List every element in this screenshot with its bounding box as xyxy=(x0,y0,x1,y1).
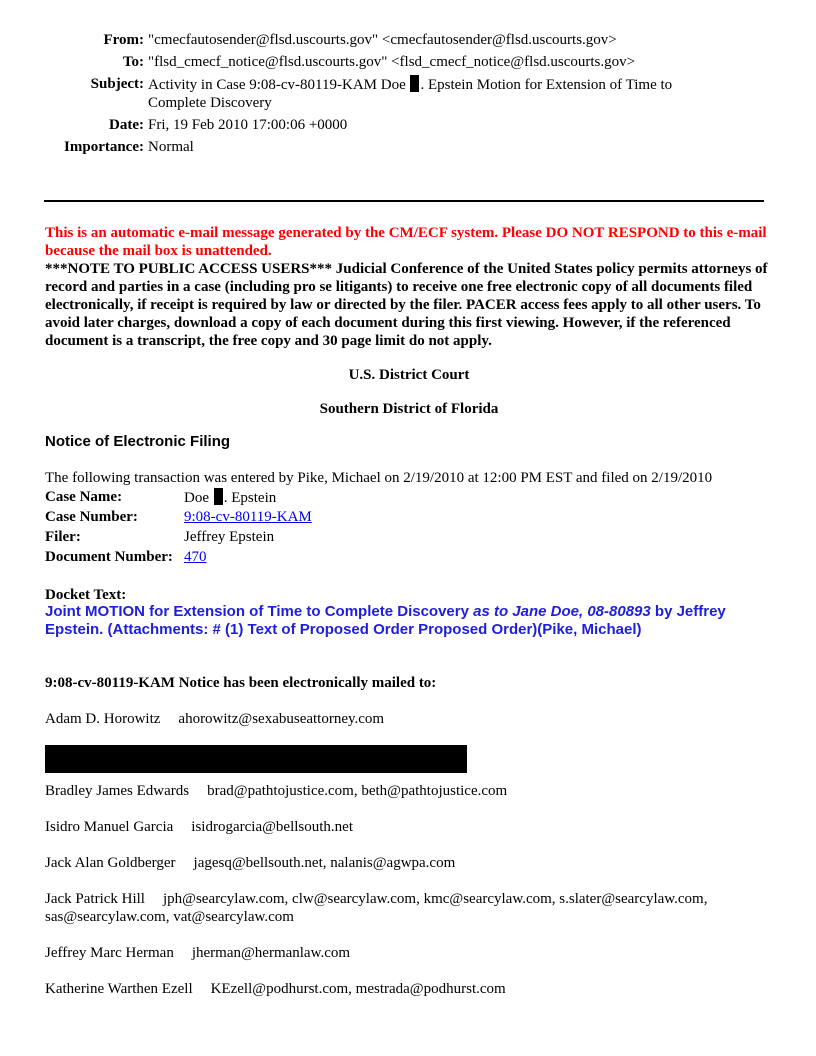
case-number-row xyxy=(45,508,314,528)
from-value: "cmecfautosender@flsd.uscourts.gov" <cmecfautosender@flsd.uscourts.gov> xyxy=(148,32,617,48)
document-number-row xyxy=(45,548,314,568)
docket-text-part3: by Jeffrey Epstein. (Attachments: # (1) Text of Proposed Order Proposed Order)(Pike, Michael) xyxy=(45,603,726,638)
case-number-link[interactable]: 9:08-cv-80119-KAM xyxy=(184,509,312,525)
district-name: Southern District of Florida xyxy=(319,401,499,417)
case-name-row xyxy=(45,488,314,508)
subject-value xyxy=(148,75,708,112)
recipient-name: Bradley James Edwards xyxy=(45,783,190,799)
case-name-label: Case Name: xyxy=(45,489,123,505)
redacted-recipient-bar xyxy=(45,745,467,773)
date-label: Date: xyxy=(109,117,144,133)
recipient-name: Isidro Manuel Garcia xyxy=(45,819,174,835)
recipient-emails: KEzell@podhurst.com, mestrada@podhurst.com xyxy=(210,981,506,997)
mailed-heading: 9:08-cv-80119-KAM Notice has been electronically mailed to: xyxy=(45,675,437,691)
recipient-emails: jherman@hermanlaw.com xyxy=(191,945,351,961)
date-value: Fri, 19 Feb 2010 17:00:06 +0000 xyxy=(148,117,348,133)
case-name-after: . Epstein xyxy=(223,490,277,506)
document-number-cell xyxy=(184,548,314,568)
filer-value: Jeffrey Epstein xyxy=(184,529,275,545)
importance-row xyxy=(40,138,708,156)
to-value: "flsd_cmecf_notice@flsd.uscourts.gov" <flsd_cmecf_notice@flsd.uscourts.gov> xyxy=(148,54,636,70)
from-label: From: xyxy=(103,32,144,48)
auto-message-warning: This is an automatic e-mail message generated by the CM/ECF system. Please DO NOT RESPOND to this e-mail because the mail box is unattended. xyxy=(45,225,767,259)
case-info-table xyxy=(45,488,314,568)
docket-text-part2: as to Jane Doe, 08-80893 xyxy=(473,603,651,620)
court-name: U.S. District Court xyxy=(348,367,470,383)
case-number-label: Case Number: xyxy=(45,509,138,525)
document-number-link[interactable]: 470 xyxy=(184,549,207,565)
document-number-label: Document Number: xyxy=(45,549,173,565)
email-header xyxy=(40,31,708,160)
public-access-note: ***NOTE TO PUBLIC ACCESS USERS*** Judicial Conference of the United States policy permits attorneys of record and parties in a case (including pro se litigants) to receive one free electronic copy of all documents filed electronically, if receipt is required by law or directed by the filer. PACER access fees apply to all other users. To avoid later charges, download a copy of each document during this first viewing. However, if the referenced document is a transcript, the free copy and 30 page limit do not apply. xyxy=(45,261,768,349)
recipient-emails: isidrogarcia@bellsouth.net xyxy=(191,819,353,835)
to-label: To: xyxy=(122,54,144,70)
to-row xyxy=(40,53,708,71)
header-divider xyxy=(44,200,764,202)
recipient-entry xyxy=(45,710,775,728)
subject-label: Subject: xyxy=(90,76,144,92)
recipient-entry xyxy=(45,854,775,872)
filer-row xyxy=(45,528,314,548)
recipient-name: Katherine Warthen Ezell xyxy=(45,981,193,997)
recipient-entry xyxy=(45,818,775,836)
redaction-mark xyxy=(410,75,419,92)
recipient-entry xyxy=(45,980,775,998)
case-name-before: Doe xyxy=(184,490,209,506)
case-name-value xyxy=(184,488,314,508)
subject-row xyxy=(40,75,708,112)
nef-title: Notice of Electronic Filing xyxy=(45,433,231,450)
recipient-name: Adam D. Horowitz xyxy=(45,711,161,727)
recipient-emails: jph@searcylaw.com, clw@searcylaw.com, kmc@searcylaw.com, s.slater@searcylaw.com, sas@searcylaw.com, vat@searcylaw.com xyxy=(45,891,708,925)
docket-text-part1: Joint MOTION for Extension of Time to Complete Discovery xyxy=(45,603,474,620)
recipient-emails: brad@pathtojustice.com, beth@pathtojustice.com xyxy=(207,783,508,799)
recipient-entry xyxy=(45,890,775,926)
date-row xyxy=(40,116,708,134)
importance-value: Normal xyxy=(148,139,194,155)
recipient-entry xyxy=(45,944,775,962)
case-number-cell xyxy=(184,508,314,528)
recipient-name: Jeffrey Marc Herman xyxy=(45,945,174,961)
recipient-name: Jack Patrick Hill xyxy=(45,891,145,907)
docket-text-label: Docket Text: xyxy=(45,587,127,603)
subject-text-before: Activity in Case 9:08-cv-80119-KAM Doe xyxy=(148,77,406,93)
recipient-emails: ahorowitz@sexabuseattorney.com xyxy=(178,711,385,727)
recipient-emails: jagesq@bellsouth.net, nalanis@agwpa.com xyxy=(193,855,456,871)
docket-text xyxy=(45,603,785,639)
recipient-name: Jack Alan Goldberger xyxy=(45,855,176,871)
recipient-entry xyxy=(45,782,775,800)
from-row xyxy=(40,31,708,49)
importance-label: Importance: xyxy=(64,139,144,155)
redaction-mark xyxy=(214,488,223,505)
filer-label: Filer: xyxy=(45,529,81,545)
transaction-text: The following transaction was entered by Pike, Michael on 2/19/2010 at 12:00 PM EST and filed on 2/19/2010 xyxy=(45,470,713,486)
subject-text-after: . Epstein Motion for Extension of Time to Complete Discovery xyxy=(148,77,673,111)
